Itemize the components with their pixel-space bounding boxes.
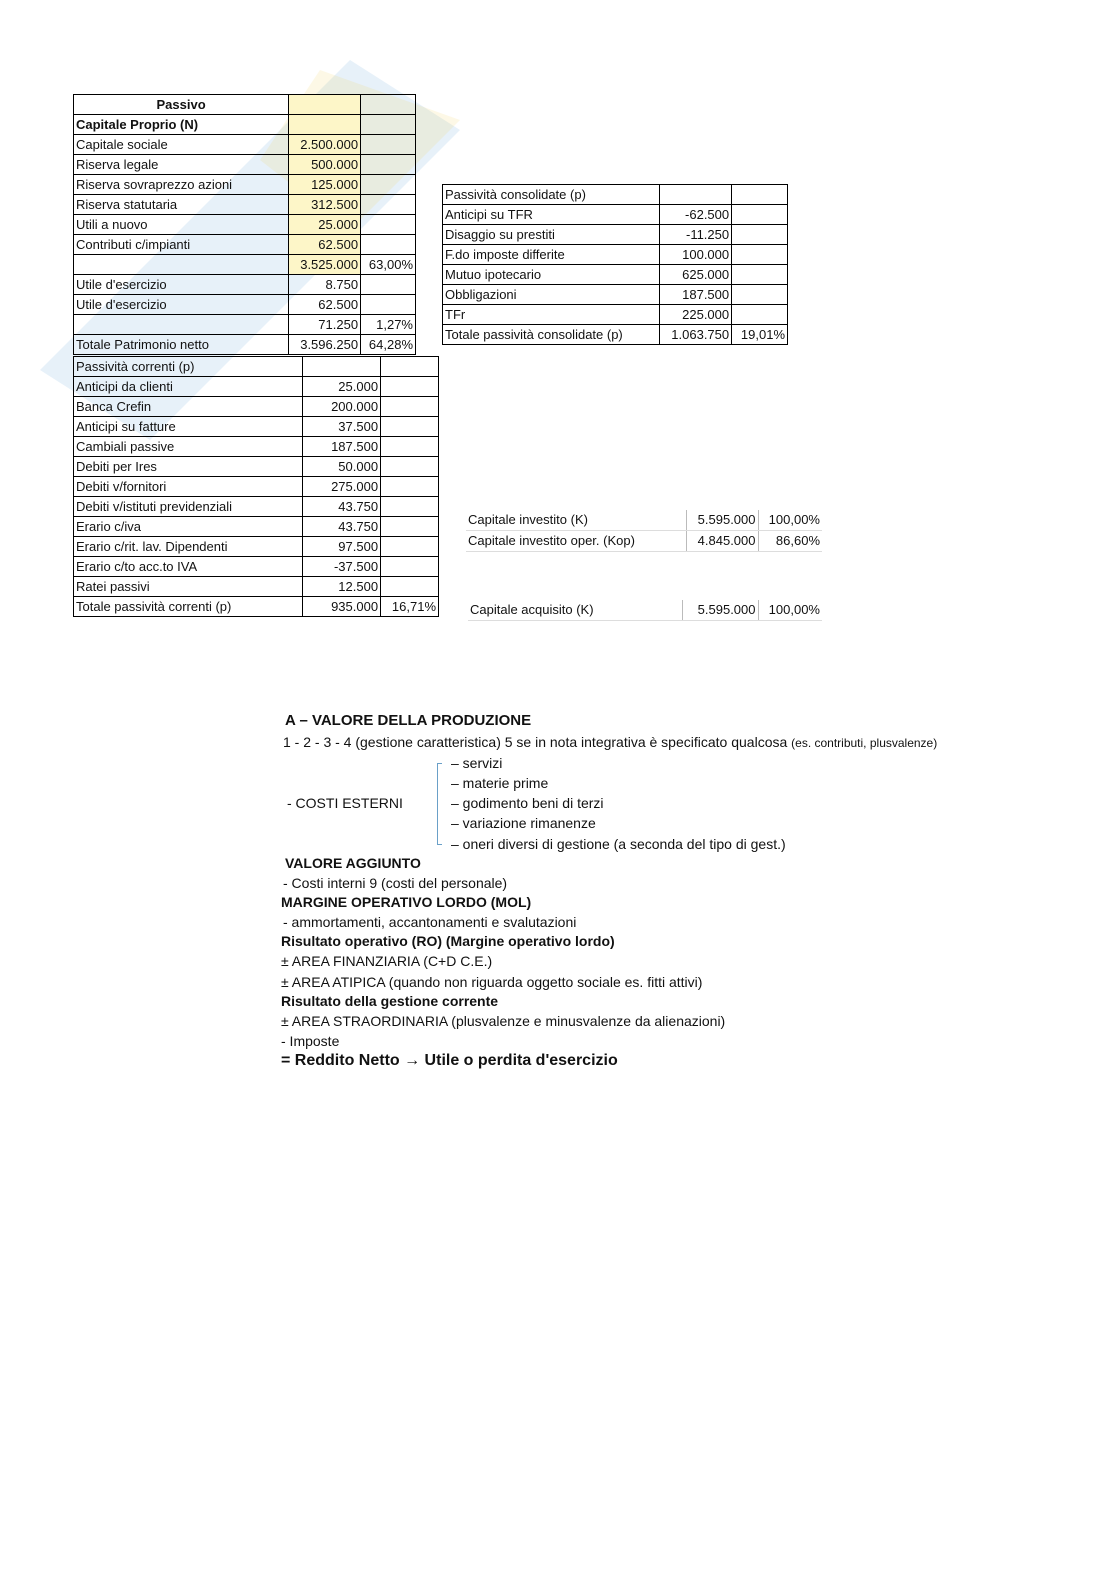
gestione-corrente-heading: Risultato della gestione corrente — [281, 993, 499, 1009]
table-row: Capitale acquisito (K) 5.595.000 100,00% — [468, 600, 822, 621]
table-row: Anticipi da clienti 25.000 — [74, 377, 439, 397]
table-row: Totale passività consolidate (p) 1.063.750 19,01% — [443, 325, 788, 345]
table-row: Capitale sociale 2.500.000 — [74, 135, 416, 155]
table-row: Ratei passivi 12.500 — [74, 577, 439, 597]
table-row: Contributi c/impianti 62.500 — [74, 235, 416, 255]
passivo-table — [73, 94, 416, 355]
table-row: Debiti v/fornitori 275.000 — [74, 477, 439, 497]
list-item: – variazione rimanenze — [451, 815, 596, 831]
passivo-header: Passivo — [74, 95, 289, 115]
table-row: 3.525.000 63,00% — [74, 255, 416, 275]
consolidate-table — [442, 184, 788, 345]
correnti-header-row — [74, 357, 439, 377]
area-finanziaria: ± AREA FINANZIARIA (C+D C.E.) — [281, 953, 493, 969]
passivo-header-row — [74, 95, 416, 115]
valore-aggiunto: VALORE AGGIUNTO — [285, 855, 421, 871]
area-straordinaria: ± AREA STRAORDINARIA (plusvalenze e minusvalenze da alienazioni) — [281, 1013, 726, 1029]
list-item: – godimento beni di terzi — [451, 795, 604, 811]
table-row: Totale Patrimonio netto 3.596.250 64,28% — [74, 335, 416, 355]
list-item: – servizi — [451, 755, 503, 771]
imposte-line: - Imposte — [281, 1033, 340, 1049]
table-row: TFr 225.000 — [443, 305, 788, 325]
table-row: Capitale Proprio (N) — [74, 115, 416, 135]
table-row: Debiti v/istituti previdenziali 43.750 — [74, 497, 439, 517]
mol-heading: MARGINE OPERATIVO LORDO (MOL) — [281, 894, 532, 910]
table-row: Utili a nuovo 25.000 — [74, 215, 416, 235]
correnti-table — [73, 356, 439, 617]
consolidate-header-row — [443, 185, 788, 205]
table-row: Anticipi su fatture 37.500 — [74, 417, 439, 437]
table-row: Riserva sovraprezzo azioni 125.000 — [74, 175, 416, 195]
production-line: 1 - 2 - 3 - 4 (gestione caratteristica) 5 se in nota integrativa è specificato qualcosa (es. contributi, plusvalenze) — [283, 734, 938, 750]
table-row: Debiti per Ires 50.000 — [74, 457, 439, 477]
table-row: 71.250 1,27% — [74, 315, 416, 335]
table-row: Obbligazioni 187.500 — [443, 285, 788, 305]
table-row: Riserva statutaria 312.500 — [74, 195, 416, 215]
table-row: Erario c/rit. lav. Dipendenti 97.500 — [74, 537, 439, 557]
table-row: Anticipi su TFR -62.500 — [443, 205, 788, 225]
table-row: F.do imposte differite 100.000 — [443, 245, 788, 265]
capitale-investito-table — [466, 510, 822, 552]
table-row: Erario c/iva 43.750 — [74, 517, 439, 537]
area-atipica: ± AREA ATIPICA (quando non riguarda oggetto sociale es. fitti attivi) — [281, 974, 703, 990]
list-item: – materie prime — [451, 775, 549, 791]
table-row: Banca Crefin 200.000 — [74, 397, 439, 417]
table-row: Capitale investito (K) 5.595.000 100,00% — [466, 510, 822, 531]
table-row: Mutuo ipotecario 625.000 — [443, 265, 788, 285]
table-row: Cambiali passive 187.500 — [74, 437, 439, 457]
capitale-acquisito-table — [468, 600, 822, 621]
table-row: Capitale investito oper. (Kop) 4.845.000 86,60% — [466, 531, 822, 552]
list-item: – oneri diversi di gestione (a seconda del tipo di gest.) — [451, 836, 786, 852]
section-title: A – VALORE DELLA PRODUZIONE — [285, 712, 532, 729]
table-row: Erario c/to acc.to IVA -37.500 — [74, 557, 439, 577]
costi-interni: - Costi interni 9 (costi del personale) — [283, 875, 508, 891]
brace-bracket — [437, 763, 444, 845]
table-row: Utile d'esercizio 8.750 — [74, 275, 416, 295]
correnti-header: Passività correnti (p) — [74, 357, 303, 377]
consolidate-header: Passività consolidate (p) — [443, 185, 660, 205]
table-row: Utile d'esercizio 62.500 — [74, 295, 416, 315]
table-row: Disaggio su prestiti -11.250 — [443, 225, 788, 245]
ammortamenti-line: - ammortamenti, accantonamenti e svalutazioni — [283, 914, 577, 930]
ro-heading: Risultato operativo (RO) (Margine operativo lordo) — [281, 933, 615, 949]
costi-esterni-label: - COSTI ESTERNI — [287, 795, 403, 811]
table-row: Riserva legale 500.000 — [74, 155, 416, 175]
reddito-netto: = Reddito Netto → Utile o perdita d'esercizio — [281, 1052, 618, 1069]
table-row: Totale passività correnti (p) 935.000 16,71% — [74, 597, 439, 617]
